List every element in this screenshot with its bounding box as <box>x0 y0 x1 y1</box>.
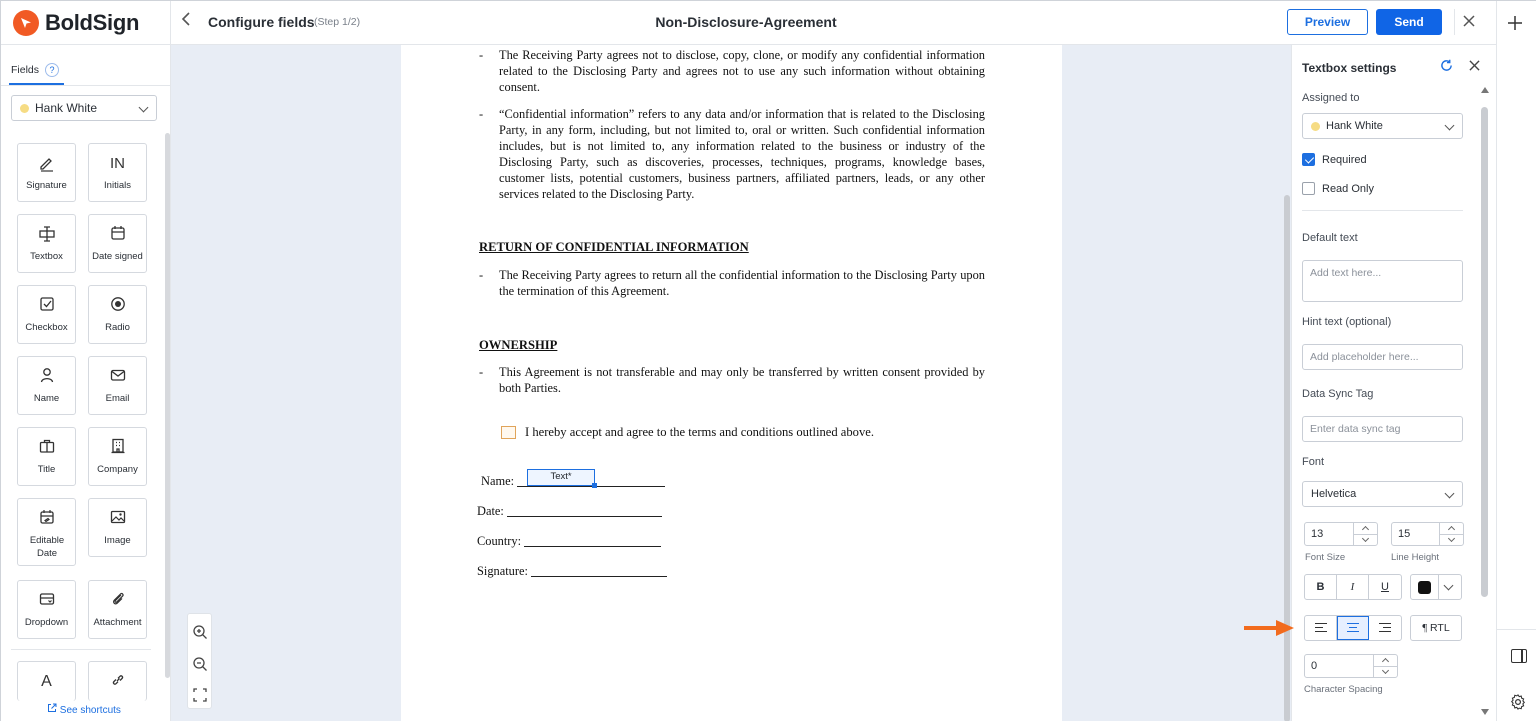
font-select[interactable] <box>1302 481 1463 507</box>
paragraph-text: “Confidential information” refers to any data and/or information that is related to the Disclosing Party, in any form, including, but not limited to, oral or written. Such confidential information includes, but is not limited to, any information related to the business or industry of the Disclosing Party, such as discoveries, processes, techniques, programs, knowledge bases, customer lists, potential customers, business partners, affiliated partners, leads, or any other services related to the Disclosing Party. <box>499 107 985 202</box>
form-underline <box>531 565 667 577</box>
paragraph <box>479 364 985 396</box>
text-color-picker[interactable] <box>1410 574 1462 600</box>
resize-handle[interactable] <box>592 483 597 488</box>
placed-field-label: Text* <box>550 471 572 482</box>
document-page <box>401 45 1062 721</box>
field-label: Email <box>105 393 130 404</box>
align-right-icon <box>1378 623 1392 633</box>
document-title: Non-Disclosure-Agreement <box>655 14 837 30</box>
sidebar-divider <box>11 649 151 650</box>
bullet-dash: - <box>479 268 484 282</box>
field-company[interactable] <box>88 427 147 486</box>
form-label: Signature: <box>477 564 528 578</box>
step-title: Configure fields <box>208 14 315 30</box>
font-size-stepper[interactable] <box>1304 522 1378 546</box>
default-text-label: Default text <box>1302 232 1358 244</box>
read-only-checkbox[interactable] <box>1302 182 1374 195</box>
align-right-button[interactable] <box>1369 616 1401 640</box>
signer-select[interactable] <box>11 95 157 121</box>
required-checkbox[interactable] <box>1302 153 1367 166</box>
preview-button[interactable]: Preview <box>1287 9 1368 35</box>
zoom-in-icon[interactable] <box>192 624 208 640</box>
help-icon[interactable]: ? <box>45 63 59 77</box>
field-editable-date[interactable] <box>17 498 76 566</box>
form-line-country <box>477 534 661 549</box>
close-settings-icon[interactable] <box>1469 58 1480 76</box>
stepper-arrows[interactable] <box>1373 655 1397 677</box>
color-divider <box>1438 575 1439 599</box>
placed-checkbox-field[interactable] <box>501 426 516 439</box>
form-line-signature <box>477 564 667 579</box>
font-size-label: Font Size <box>1305 552 1346 563</box>
top-bar <box>1 1 1496 45</box>
hint-text-input[interactable] <box>1302 344 1463 370</box>
field-initials[interactable] <box>88 143 147 202</box>
field-email[interactable] <box>88 356 147 415</box>
field-checkbox[interactable] <box>17 285 76 344</box>
send-button[interactable]: Send <box>1376 9 1442 35</box>
bullet-dash: - <box>479 48 484 62</box>
character-spacing-value: 0 <box>1311 660 1318 672</box>
accept-checkbox-row <box>501 425 874 440</box>
form-label: Country: <box>477 534 522 548</box>
field-label: Company <box>97 464 138 475</box>
paragraph <box>479 106 985 203</box>
form-label: Date: <box>477 504 504 518</box>
tab-fields[interactable] <box>11 63 59 77</box>
field-label: Initials <box>104 180 131 191</box>
assigned-to-select[interactable] <box>1302 113 1463 139</box>
field-date-signed[interactable] <box>88 214 147 273</box>
toolbar-divider <box>1454 9 1455 35</box>
refresh-icon[interactable] <box>1440 59 1453 76</box>
link-icon <box>89 672 146 692</box>
accept-text: I hereby accept and agree to the terms and conditions outlined above. <box>525 425 874 439</box>
font-value: Helvetica <box>1311 488 1357 500</box>
required-label: Required <box>1322 153 1367 166</box>
logo <box>1 1 171 45</box>
scroll-up-arrow[interactable] <box>1481 87 1489 93</box>
settings-title: Textbox settings <box>1302 61 1397 75</box>
building-icon <box>89 438 146 458</box>
field-label: Title <box>37 464 56 475</box>
form-underline <box>524 535 661 547</box>
paragraph-text: The Receiving Party agrees not to disclose, copy, clone, or modify any confidential information related to the Disclosing Party and agrees not to use any such information without obtaining consent. <box>499 48 985 95</box>
field-label: Date signed <box>92 251 143 262</box>
signer-name: Hank White <box>35 101 98 115</box>
field-label: Checkbox <box>25 322 68 333</box>
read-only-label: Read Only <box>1322 182 1374 195</box>
underline-button[interactable]: U <box>1381 581 1389 593</box>
sidebar-scrollbar[interactable] <box>165 133 170 678</box>
font-size-value: 13 <box>1311 528 1324 540</box>
field-label: Radio <box>105 322 130 333</box>
section-heading: RETURN OF CONFIDENTIAL INFORMATION <box>479 240 749 254</box>
data-sync-tag-placeholder: Enter data sync tag <box>1310 423 1401 435</box>
character-spacing-label: Character Spacing <box>1304 684 1383 695</box>
briefcase-icon <box>18 438 75 458</box>
line-height-label: Line Height <box>1391 552 1440 563</box>
paperclip-icon <box>89 591 146 611</box>
field-label: Attachment <box>93 617 142 628</box>
brand-name: BoldSign <box>45 10 140 35</box>
section-heading: OWNERSHIP <box>479 338 558 352</box>
text-align-group <box>1304 615 1402 641</box>
see-shortcuts-label: See shortcuts <box>59 705 121 716</box>
right-rail <box>1496 1 1536 721</box>
color-swatch <box>1418 581 1431 594</box>
form-label: Name: <box>481 474 515 488</box>
line-height-value: 15 <box>1398 528 1411 540</box>
field-signature[interactable] <box>17 143 76 202</box>
chevron-down-icon <box>1445 489 1455 499</box>
dropdown-icon <box>18 591 75 611</box>
bullet-dash: - <box>479 365 484 379</box>
field-hyperlink[interactable] <box>88 661 147 701</box>
stepper-arrows[interactable] <box>1353 523 1377 545</box>
signer-color-dot <box>20 104 29 113</box>
calendar-icon <box>89 225 146 245</box>
stepper-arrows[interactable] <box>1439 523 1463 545</box>
settings-scrollbar[interactable] <box>1481 107 1488 597</box>
field-title[interactable] <box>17 427 76 486</box>
step-indicator: (Step 1/2) <box>314 16 361 28</box>
checkbox-unchecked[interactable] <box>1302 182 1315 195</box>
boldsign-logo-icon <box>13 10 39 36</box>
image-icon <box>89 509 146 529</box>
fields-sidebar <box>1 45 171 721</box>
external-link-icon <box>47 703 57 713</box>
assigned-to-value: Hank White <box>1326 120 1383 132</box>
chevron-down-icon <box>1445 121 1455 131</box>
checkbox-checked[interactable] <box>1302 153 1315 166</box>
character-spacing-stepper[interactable] <box>1304 654 1398 678</box>
line-height-stepper[interactable] <box>1391 522 1464 546</box>
mail-icon <box>89 367 146 387</box>
bold-button[interactable]: B <box>1305 575 1337 599</box>
settings-divider <box>1302 210 1463 211</box>
hint-text-label: Hint text (optional) <box>1302 316 1392 328</box>
field-textbox[interactable] <box>17 214 76 273</box>
field-image[interactable] <box>88 498 147 557</box>
field-label-text[interactable] <box>17 661 76 701</box>
font-label: Font <box>1302 456 1325 468</box>
chevron-down-icon <box>139 103 149 113</box>
form-line-date <box>477 504 662 519</box>
textbox-settings-panel <box>1291 45 1496 721</box>
sidebar-divider <box>1 85 171 86</box>
italic-button[interactable]: I <box>1337 575 1369 599</box>
paragraph-text: The Receiving Party agrees to return all the confidential information to the Disclosing Party upon the termination of this Agreement. <box>499 268 985 299</box>
assigned-to-label: Assigned to <box>1302 92 1360 104</box>
field-label: Signature <box>26 180 67 191</box>
paragraph <box>479 47 985 95</box>
side-panel-icon[interactable] <box>1511 649 1527 663</box>
document-canvas[interactable] <box>171 45 1291 721</box>
align-center-button[interactable] <box>1337 616 1369 640</box>
callout-arrow-icon <box>1244 618 1296 638</box>
tab-fields-label: Fields <box>11 64 40 76</box>
field-dropdown[interactable] <box>17 580 76 639</box>
field-radio[interactable] <box>88 285 147 344</box>
editable-date-icon <box>18 509 75 529</box>
field-label: Dropdown <box>24 617 69 628</box>
align-center-icon <box>1346 623 1360 633</box>
zoom-out-icon[interactable] <box>192 656 208 672</box>
field-attachment[interactable] <box>88 580 147 639</box>
checkbox-icon <box>18 296 75 316</box>
textbox-icon <box>18 225 75 245</box>
add-icon[interactable] <box>1507 13 1523 35</box>
scroll-down-arrow[interactable] <box>1481 709 1489 715</box>
paragraph-text: This Agreement is not transferable and may only be transferred by written consent provided by both Parties. <box>499 365 985 396</box>
zoom-toolbar <box>187 613 212 709</box>
field-label: Name <box>33 393 60 404</box>
gear-icon[interactable] <box>1509 693 1527 716</box>
rtl-label: RTL <box>1430 622 1450 634</box>
align-left-button[interactable] <box>1305 616 1337 640</box>
default-text-input[interactable] <box>1302 260 1463 302</box>
bullet-dash: - <box>479 107 484 121</box>
see-shortcuts-link[interactable] <box>47 703 121 716</box>
field-label: Image <box>104 535 131 546</box>
align-left-icon <box>1314 623 1328 633</box>
hint-text-placeholder: Add placeholder here... <box>1310 351 1419 363</box>
radio-icon <box>89 296 146 316</box>
signer-color-dot <box>1311 122 1320 131</box>
default-text-placeholder: Add text here... <box>1310 267 1382 279</box>
field-label: Textbox <box>30 251 63 262</box>
fit-screen-icon[interactable] <box>192 687 208 703</box>
rail-divider <box>1497 629 1536 630</box>
field-label: Editable Date <box>29 535 65 559</box>
label-icon: A <box>41 673 52 690</box>
canvas-scrollbar[interactable] <box>1284 195 1290 721</box>
rtl-icon: ¶ <box>1422 623 1428 634</box>
signature-icon <box>18 154 75 174</box>
data-sync-tag-label: Data Sync Tag <box>1302 388 1374 400</box>
placed-textbox-field[interactable] <box>527 469 595 486</box>
form-underline <box>507 505 662 517</box>
person-icon <box>18 367 75 387</box>
paragraph <box>479 267 985 299</box>
field-name[interactable] <box>17 356 76 415</box>
rtl-button[interactable] <box>1410 615 1462 641</box>
text-style-group <box>1304 574 1402 600</box>
chevron-down-icon <box>1444 581 1454 591</box>
data-sync-tag-input[interactable] <box>1302 416 1463 442</box>
initials-icon: IN <box>110 155 125 172</box>
back-chevron-icon[interactable] <box>181 12 191 31</box>
close-icon[interactable] <box>1463 12 1475 30</box>
